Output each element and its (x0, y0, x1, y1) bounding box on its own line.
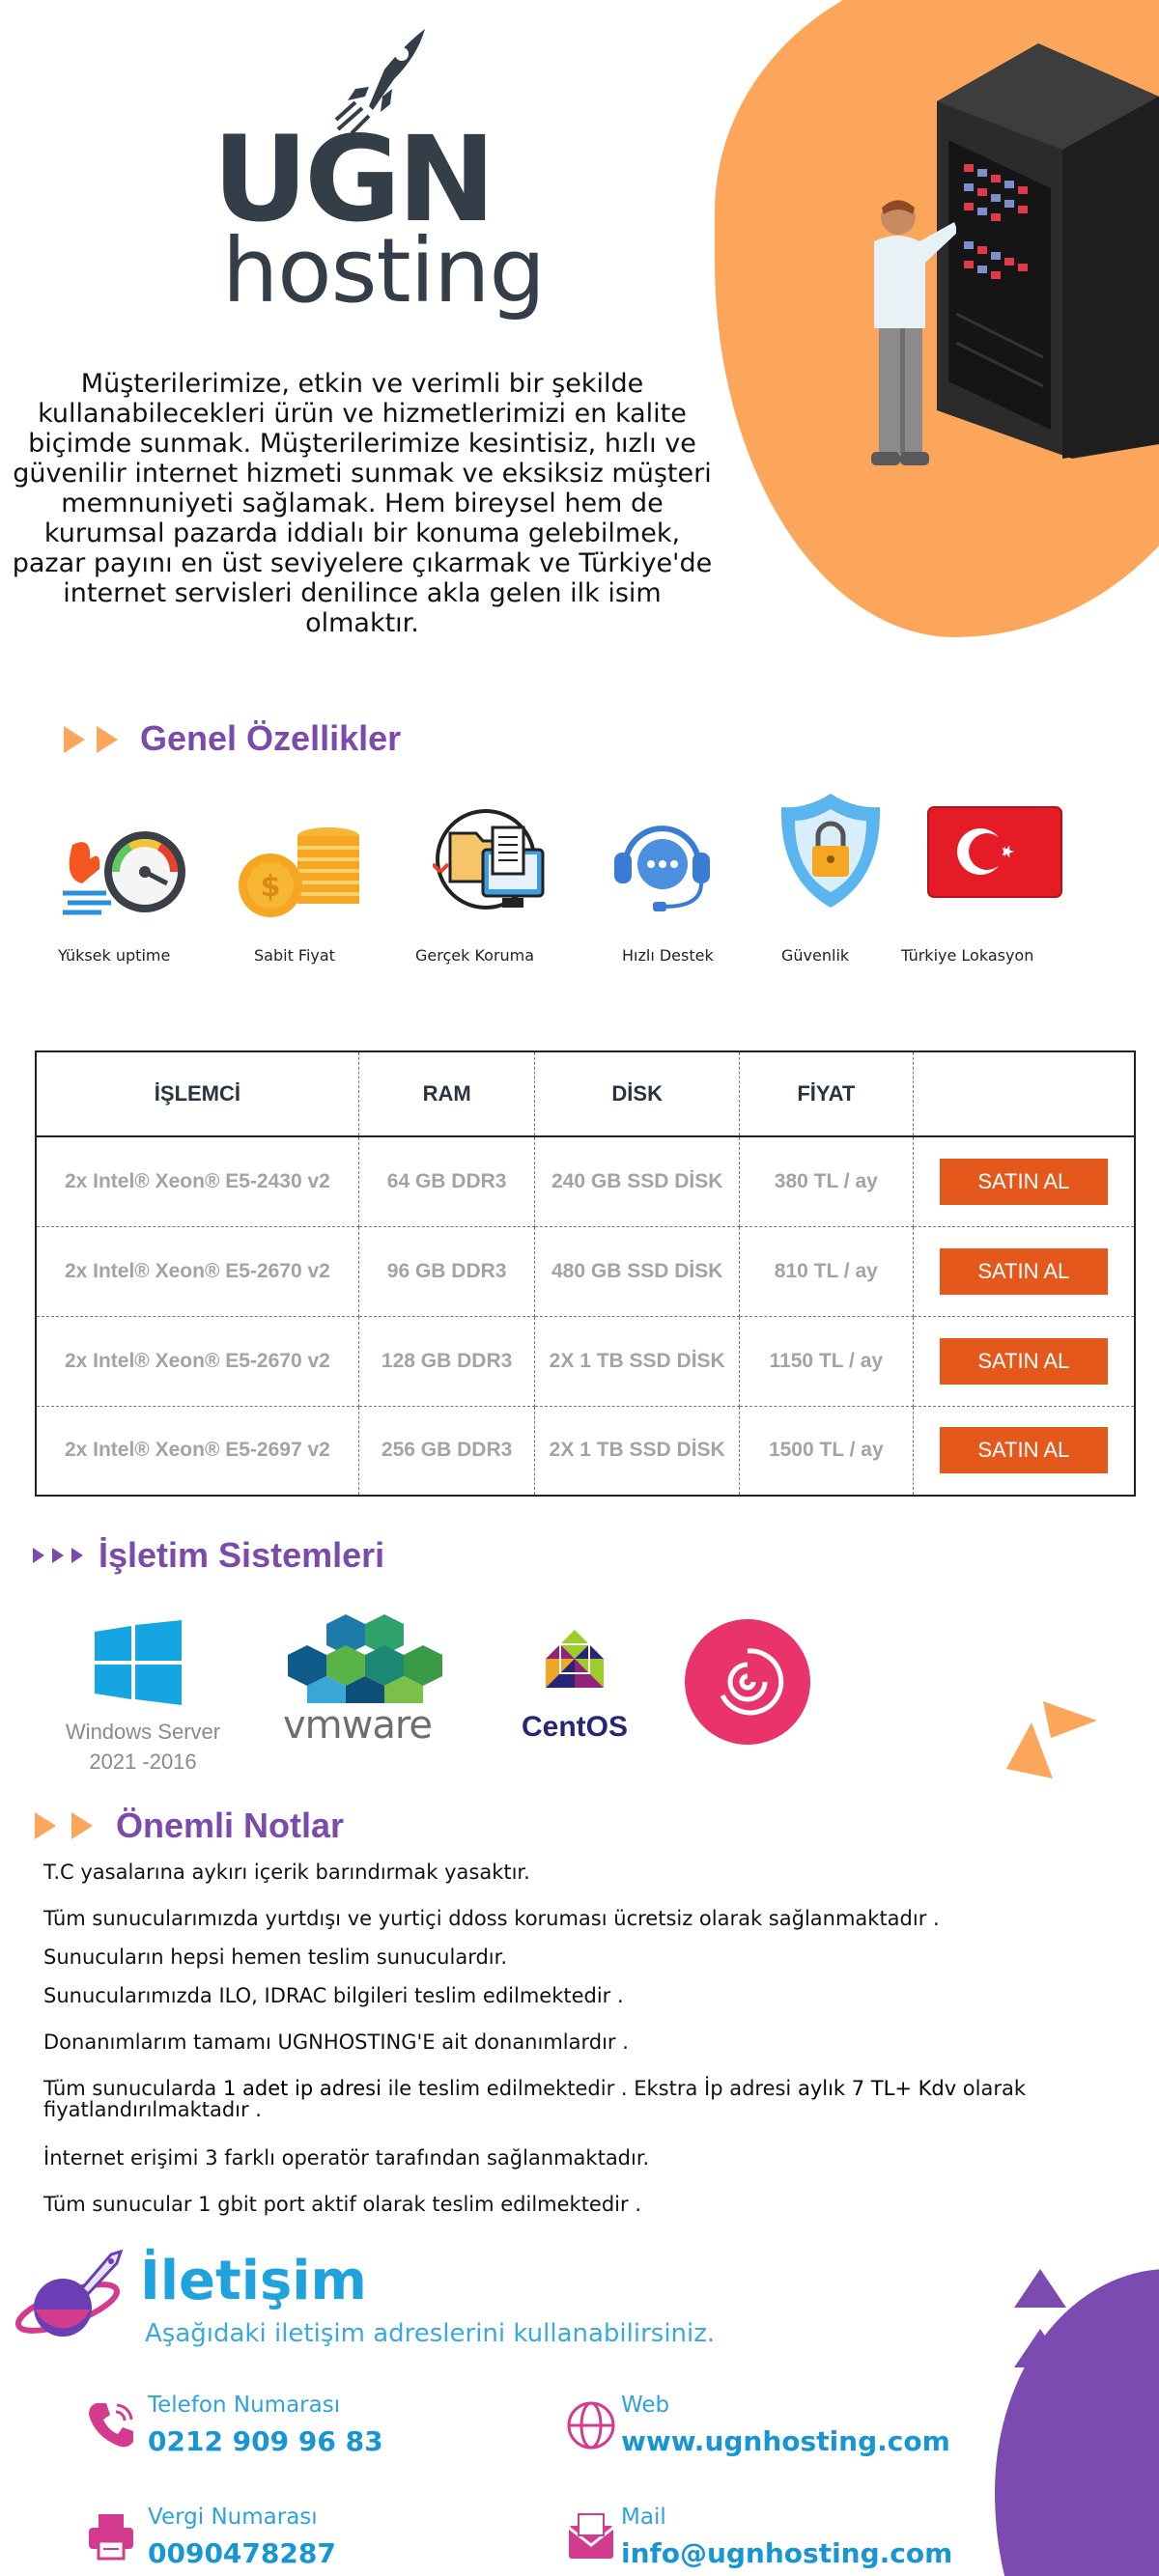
phone-label: Telefon Numarası (148, 2393, 341, 2418)
price-cell: 1500 TL / ay (739, 1406, 913, 1496)
section-arrow-icon (97, 726, 118, 753)
buy-button[interactable]: SATIN AL (940, 1159, 1108, 1205)
note-emphasis: aylık 7 TL+ Kdv (797, 2077, 957, 2100)
debian-logo-icon (684, 1618, 811, 1746)
feature-label: Sabit Fiyat (254, 946, 335, 965)
note-item (43, 2078, 1125, 2120)
web-value[interactable]: www.ugnhosting.com (621, 2425, 950, 2457)
shield-lock-icon (777, 792, 884, 910)
svg-text:$: $ (260, 870, 281, 904)
server-pricing-table (35, 1050, 1136, 1497)
section-arrow-icon (71, 1548, 83, 1563)
vmware-logo-icon (269, 1614, 447, 1750)
ugn-hosting-logo[interactable] (212, 29, 545, 322)
column-header (913, 1051, 1135, 1136)
note-item: Sunucuların hepsi hemen teslim sunuculardır. (43, 1946, 508, 1969)
folder-protection-icon (433, 806, 547, 917)
action-cell (913, 1136, 1135, 1226)
section-arrow-icon (33, 1548, 44, 1563)
feature-label: Gerçek Koruma (415, 946, 535, 965)
cpu-cell: 2x Intel® Xeon® E5-2670 v2 (36, 1226, 358, 1316)
contact-subtitle: Aşağıdaki iletişim adreslerini kullanabilirsiniz. (145, 2319, 716, 2348)
phone-value[interactable]: 0212 909 96 83 (148, 2425, 383, 2457)
disk-cell: 240 GB SSD DİSK (535, 1136, 740, 1226)
centos-wordmark: CentOS (521, 1711, 629, 1743)
cpu-cell: 2x Intel® Xeon® E5-2697 v2 (36, 1406, 358, 1496)
features-title: Genel Özellikler (140, 718, 402, 758)
note-item: İnternet erişimi 3 farklı operatör tarafından sağlanmaktadır. (43, 2146, 650, 2170)
note-emphasis: 1 adet ip adresi (222, 2077, 382, 2100)
note-item: Tüm sunucularımızda yurtdışı ve yurtiçi ddoss koruması ücretsiz olarak sağlanmaktadır . (43, 1907, 940, 1930)
tax-value: 0090478287 (148, 2537, 336, 2569)
ram-cell: 64 GB DDR3 (358, 1136, 535, 1226)
speedometer-icon (63, 826, 188, 917)
brand-name-bottom: hosting (222, 219, 545, 322)
section-arrow-icon (71, 1812, 93, 1839)
printer-icon (85, 2510, 137, 2562)
ram-cell: 128 GB DDR3 (358, 1316, 535, 1406)
notes-title: Önemli Notlar (116, 1806, 345, 1845)
headset-chat-icon (607, 806, 718, 917)
turkey-flag-icon (927, 806, 1062, 898)
action-cell (913, 1226, 1135, 1316)
price-cell: 1150 TL / ay (739, 1316, 913, 1406)
feature-label: Güvenlik (781, 946, 850, 965)
centos-logo-icon (517, 1630, 633, 1750)
action-cell (913, 1406, 1135, 1496)
web-globe-icon (565, 2399, 617, 2451)
mission-statement: Müşterilerimize, etkin ve verimli bir şekilde kullanabilecekleri ürün ve hizmetlerimizi en kalite biçimde sunmak. Müşterilerimize kesintisiz, hızlı ve güvenilir internet hizmeti sunmak ve eksiksiz müşteri memnuniyeti sağlamak. Hem bireysel hem de kurumsal pazarda iddialı bir konuma gelebilmek, pazar payını en üst seviyelere çıkarmak ve Türkiye'de internet servisleri denilince akla gelen ilk isim olmaktır. (12, 369, 713, 638)
action-cell (913, 1316, 1135, 1406)
windows-caption-line2: 2021 -2016 (89, 1750, 197, 1774)
cpu-cell: 2x Intel® Xeon® E5-2670 v2 (36, 1316, 358, 1406)
windows-logo-icon (95, 1620, 182, 1705)
note-item: T.C yasalarına aykırı içerik barındırmak yasaktır. (43, 1861, 530, 1884)
feature-label: Türkiye Lokasyon (901, 946, 1034, 965)
note-text: ile teslim edilmektedir . Ekstra İp adresi (381, 2077, 798, 2100)
decorative-triangles (1004, 1692, 1101, 1783)
windows-caption (56, 1717, 230, 1777)
table-row (36, 1136, 1135, 1226)
contact-title: İletişim (140, 2250, 367, 2312)
disk-cell: 2X 1 TB SSD DİSK (535, 1406, 740, 1496)
column-header: DİSK (535, 1051, 740, 1136)
table-row (36, 1406, 1135, 1496)
mail-value[interactable]: info@ugnhosting.com (621, 2537, 953, 2569)
brand-name-top: UGN (212, 111, 493, 248)
disk-cell: 2X 1 TB SSD DİSK (535, 1316, 740, 1406)
section-arrow-icon (35, 1812, 56, 1839)
server-rack-illustration (927, 43, 1159, 459)
section-arrow-icon (52, 1548, 64, 1563)
column-header: RAM (358, 1051, 535, 1136)
mail-icon (565, 2510, 617, 2562)
note-text: Tüm sunucularda (43, 2077, 223, 2100)
decorative-triangle (1014, 2269, 1066, 2308)
feature-label: Yüksek uptime (58, 946, 171, 965)
phone-icon (85, 2399, 137, 2451)
tax-label: Vergi Numarası (148, 2505, 318, 2530)
note-item: Tüm sunucular 1 gbit port aktif olarak teslim edilmektedir . (43, 2193, 641, 2216)
buy-button[interactable]: SATIN AL (940, 1248, 1108, 1295)
decorative-triangle (1014, 2389, 1066, 2427)
os-title: İşletim Sistemleri (99, 1535, 385, 1575)
windows-caption-line1: Windows Server (65, 1720, 221, 1744)
table-row (36, 1316, 1135, 1406)
ram-cell: 96 GB DDR3 (358, 1226, 535, 1316)
feature-label: Hızlı Destek (622, 946, 714, 965)
planet-rocket-icon (14, 2250, 126, 2346)
price-cell: 380 TL / ay (739, 1136, 913, 1226)
coins-icon (237, 823, 367, 919)
column-header: FİYAT (739, 1051, 913, 1136)
column-header: İŞLEMCİ (36, 1051, 358, 1136)
cpu-cell: 2x Intel® Xeon® E5-2430 v2 (36, 1136, 358, 1226)
table-row (36, 1226, 1135, 1316)
note-text: olarak fiyatlandırılmaktadır . (43, 2077, 1027, 2121)
note-item: Donanımlarım tamamı UGNHOSTING'E ait donanımlardır . (43, 2030, 629, 2054)
web-label: Web (621, 2393, 670, 2418)
disk-cell: 480 GB SSD DİSK (535, 1226, 740, 1316)
vmware-wordmark: vmware (282, 1703, 433, 1748)
note-item: Sunucularımızda ILO, IDRAC bilgileri teslim edilmektedir . (43, 1984, 624, 2007)
buy-button[interactable]: SATIN AL (940, 1427, 1108, 1473)
price-cell: 810 TL / ay (739, 1226, 913, 1316)
mail-label: Mail (621, 2505, 666, 2530)
buy-button[interactable]: SATIN AL (940, 1338, 1108, 1385)
ram-cell: 256 GB DDR3 (358, 1406, 535, 1496)
section-arrow-icon (64, 726, 85, 753)
technician-illustration (850, 193, 956, 473)
decorative-triangle (1014, 2329, 1066, 2367)
table-header-row (36, 1051, 1135, 1136)
